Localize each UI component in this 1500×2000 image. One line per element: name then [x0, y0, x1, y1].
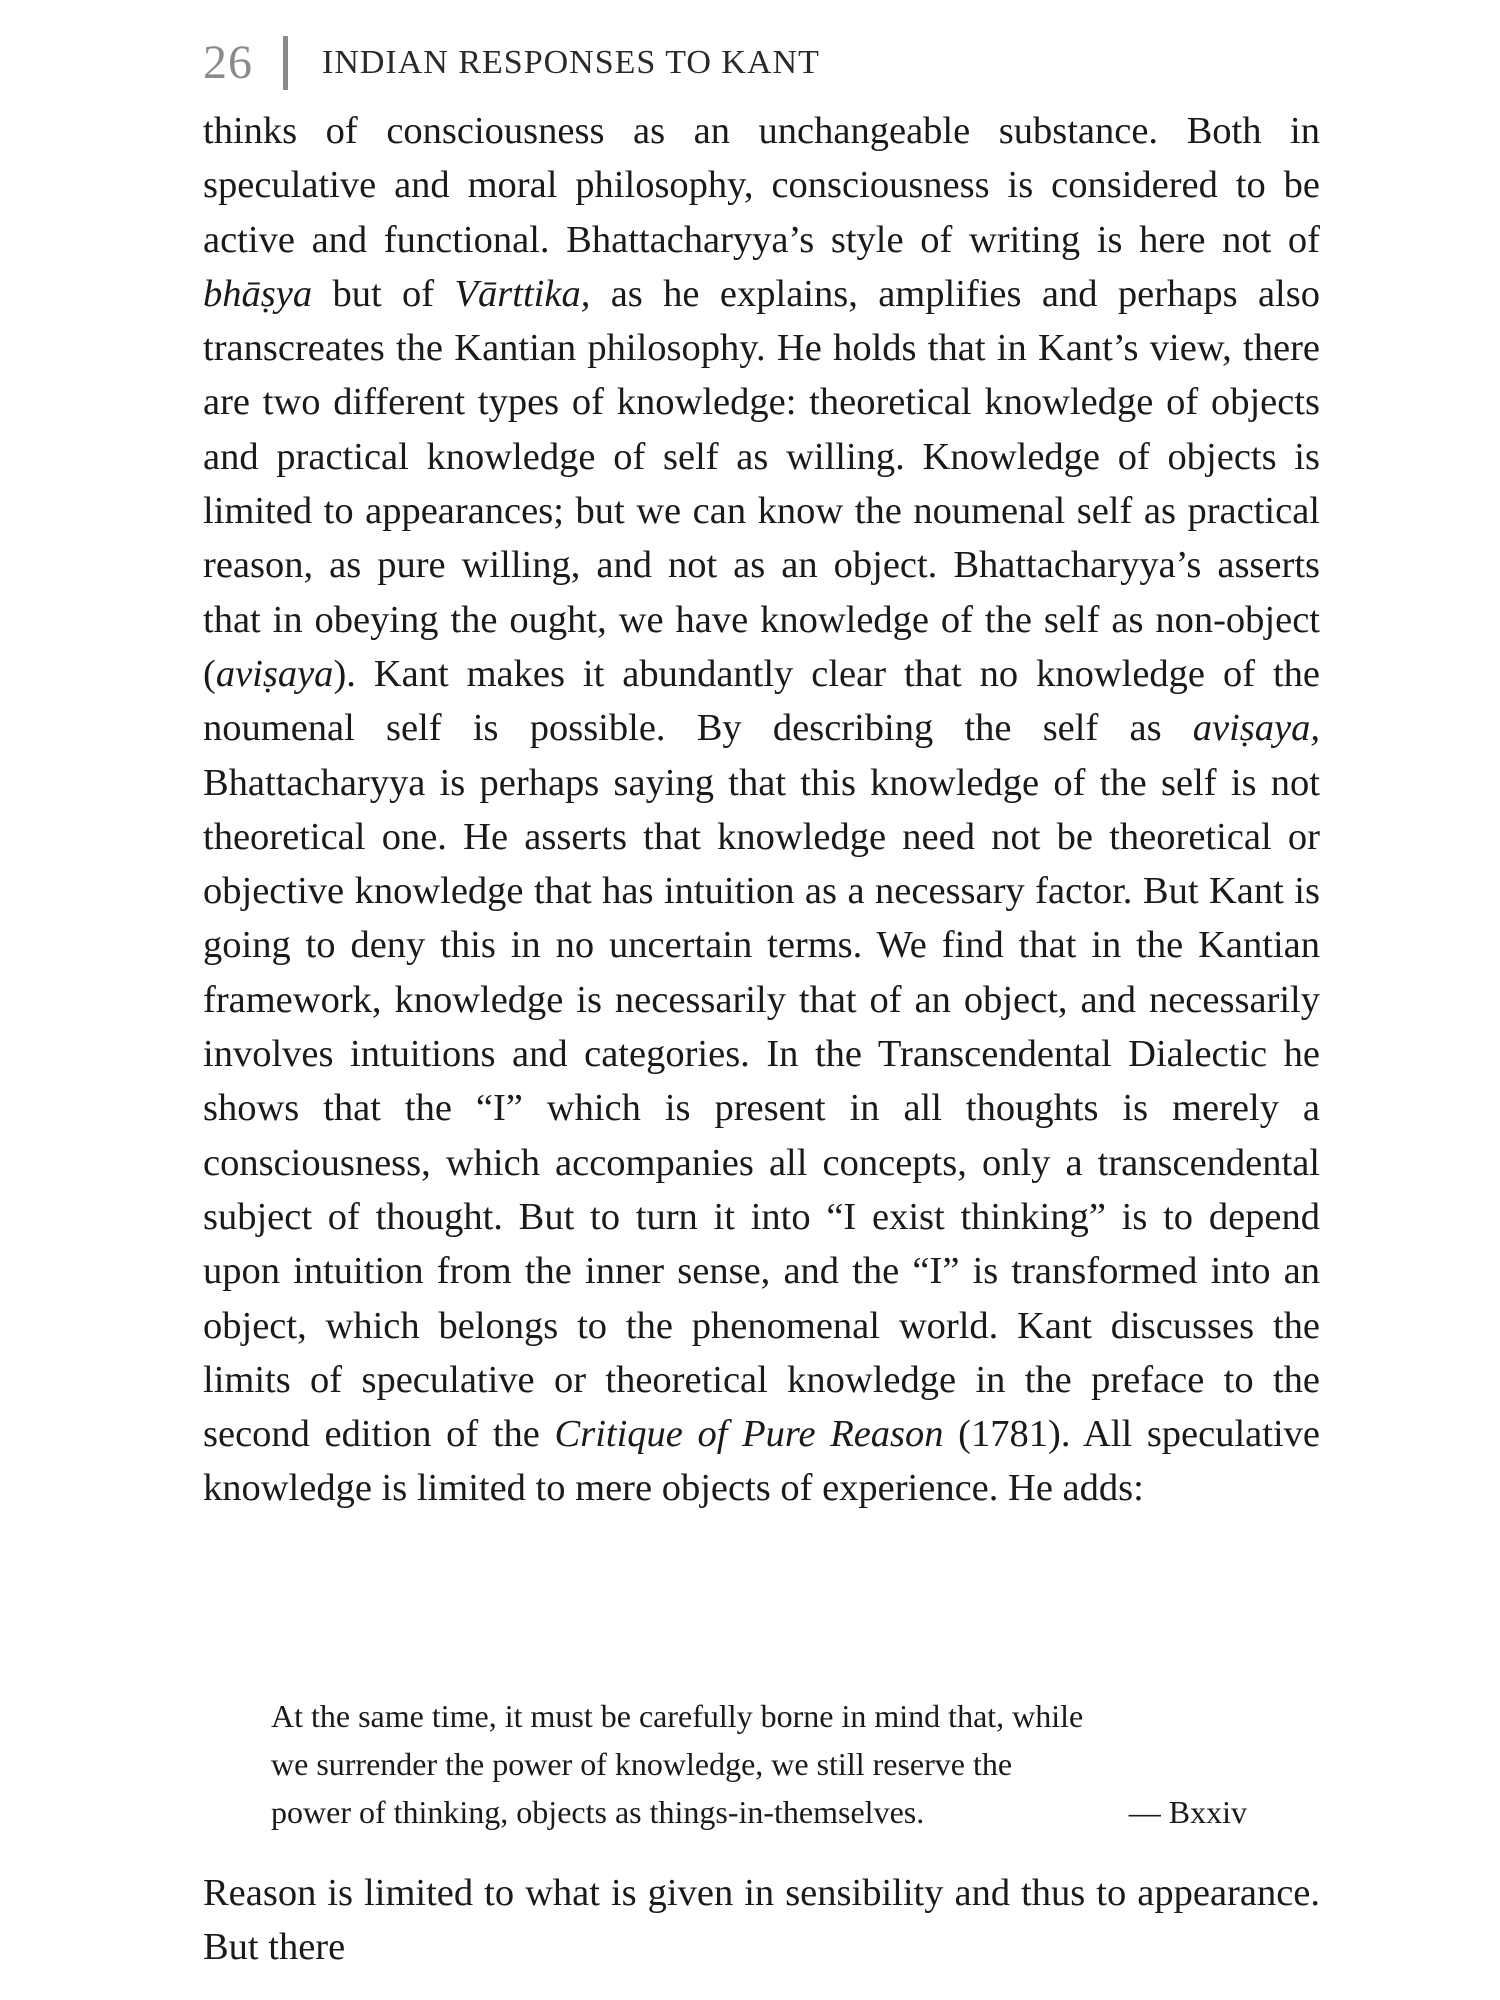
page-header — [203, 28, 820, 98]
paragraph-text: as he explains, amplifies and perhaps also transcreates the Kantian philosophy. He holds that in Kant’s view, there are two different types of knowledge: theoretical knowledge of objects and practical knowledge of self as willing. Knowledge of objects is limited to appearances; but we can know the noumenal self as practical reason, as pure willing, and not as an object. Bhattacharyya’s asserts that in obeying the ought, we have knowledge of the self as non-object ( — [203, 272, 1320, 695]
book-title: Critique of Pure Reason — [554, 1413, 944, 1456]
continuation-paragraph: Reason is limited to what is given in sensibility and thus to appearance. But there — [203, 1872, 1320, 1968]
quote-line-text: power of thinking, objects as things-in-themselves. — [271, 1794, 925, 1830]
paragraph-text: (1781). All speculative knowledge is limited to mere objects of experience. He adds: — [203, 1413, 1320, 1510]
italic-term: bhāṣya — [203, 272, 313, 315]
quote-line: we surrender the power of knowledge, we still reserve the — [271, 1746, 1013, 1782]
italic-term: aviṣaya, — [1192, 707, 1320, 750]
page-number: 26 — [203, 36, 253, 89]
paragraph-text: Bhattacharyya is perhaps saying that this knowledge of the self is not theoretical one. He asserts that knowledge need not be theoretical or objective knowledge that has intuition as a necessary factor. But Kant is going to deny this in no uncertain terms. We find that in the Kantian framework, knowledge is necessarily that of an object, and necessarily involves intuitions and categories. In the Transcendental Dialectic he shows that the “I” which is present in all thoughts is merely a consciousness, which accompanies all concepts, only a transcendental subject of thought. But to turn it into “I exist thinking” is to depend upon intuition from the inner sense, and the “I” is transformed into an object, which belongs to the phenomenal world. Kant discusses the limits of speculative or theoretical knowledge in the preface to the second edition of the — [203, 761, 1320, 1456]
main-paragraph — [203, 104, 1320, 1516]
block-quote — [271, 1692, 1247, 1836]
header-divider — [283, 36, 288, 90]
paragraph-text: ). Kant makes it abundantly clear that no knowledge of the noumenal self is possible. By describing the self as — [203, 652, 1320, 750]
quote-line-last — [271, 1788, 1247, 1836]
italic-term: Vārttika, — [454, 272, 591, 315]
paragraph-text: but of — [312, 272, 455, 315]
paragraph-text: thinks of consciousness as an unchangeable substance. Both in speculative and moral philosophy, consciousness is considered to be active and functional. Bhattacharyya’s style of writing is here not of — [203, 110, 1320, 261]
quote-line: At the same time, it must be carefully borne in mind that, while — [271, 1698, 1084, 1734]
italic-term: aviṣaya — [215, 652, 334, 695]
running-title: INDIAN RESPONSES TO KANT — [322, 44, 820, 81]
quote-citation: — Bxxiv — [1128, 1794, 1247, 1830]
